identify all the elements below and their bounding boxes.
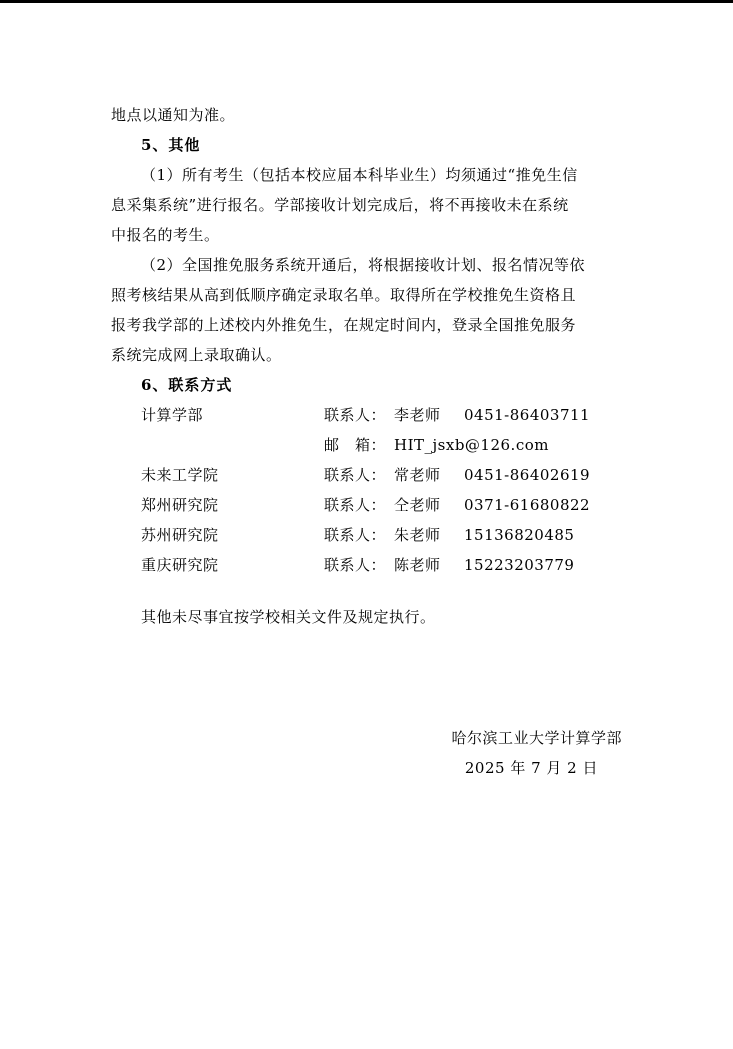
paragraph-1-line-3: 中报名的考生。 xyxy=(111,226,220,244)
contact-unit: 计算学部 xyxy=(141,406,204,424)
contact-name: 常老师 xyxy=(394,466,441,484)
closing-statement: 其他未尽事宜按学校相关文件及规定执行。 xyxy=(141,608,436,626)
spacer xyxy=(111,580,631,602)
contact-row xyxy=(111,520,631,550)
paragraph-1-line-2: 息采集系统”进行报名。学部接收计划完成后，将不再接收未在系统 xyxy=(111,196,569,214)
contact-label: 联系人： xyxy=(324,496,387,514)
paragraph-2-line-3: 报考我学部的上述校内外推免生，在规定时间内，登录全国推免服务 xyxy=(111,316,577,334)
contact-name: 朱老师 xyxy=(394,526,441,544)
contact-phone: 15136820485 xyxy=(464,526,575,544)
contact-name: 陈老师 xyxy=(394,556,441,574)
contact-label: 联系人： xyxy=(324,526,387,544)
contact-phone: 15223203779 xyxy=(464,556,575,574)
contact-label: 联系人： xyxy=(324,556,387,574)
contact-phone: 0451-86402619 xyxy=(464,466,591,484)
contact-label: 联系人： xyxy=(324,466,387,484)
contact-unit: 苏州研究院 xyxy=(141,526,219,544)
contact-table xyxy=(111,400,631,580)
contact-phone: 0451-86403711 xyxy=(464,406,591,424)
signature-date: 2025 年 7 月 2 日 xyxy=(464,759,598,777)
contact-email: HIT_jsxb@126.com xyxy=(394,436,549,454)
paragraph-2-line-1: （2）全国推免服务系统开通后，将根据接收计划、报名情况等依 xyxy=(141,256,586,274)
paragraph-location-note: 地点以通知为准。 xyxy=(111,106,236,124)
paragraph-2-line-2: 照考核结果从高到低顺序确定录取名单。取得所在学校推免生资格且 xyxy=(111,286,577,304)
signature-organization: 哈尔滨工业大学计算学部 xyxy=(451,729,622,747)
contact-unit: 重庆研究院 xyxy=(141,556,219,574)
contact-row xyxy=(111,430,631,460)
contact-label: 联系人： xyxy=(324,406,387,424)
section-heading-other: 5、其他 xyxy=(141,136,201,154)
section-heading-contact: 6、联系方式 xyxy=(141,376,233,394)
contact-row xyxy=(111,490,631,520)
contact-unit: 未来工学院 xyxy=(141,466,219,484)
contact-unit: 郑州研究院 xyxy=(141,496,219,514)
contact-name: 李老师 xyxy=(394,406,441,424)
paragraph-1-line-1: （1）所有考生（包括本校应届本科毕业生）均须通过“推免生信 xyxy=(141,166,578,184)
contact-row xyxy=(111,550,631,580)
document-body xyxy=(111,100,631,632)
contact-row xyxy=(111,460,631,490)
contact-phone: 0371-61680822 xyxy=(464,496,591,514)
contact-row xyxy=(111,400,631,430)
top-border-line xyxy=(0,0,733,3)
paragraph-2-line-4: 系统完成网上录取确认。 xyxy=(111,346,282,364)
contact-label: 邮 箱： xyxy=(324,436,387,454)
contact-unit xyxy=(141,430,324,460)
contact-name: 仝老师 xyxy=(394,496,441,514)
